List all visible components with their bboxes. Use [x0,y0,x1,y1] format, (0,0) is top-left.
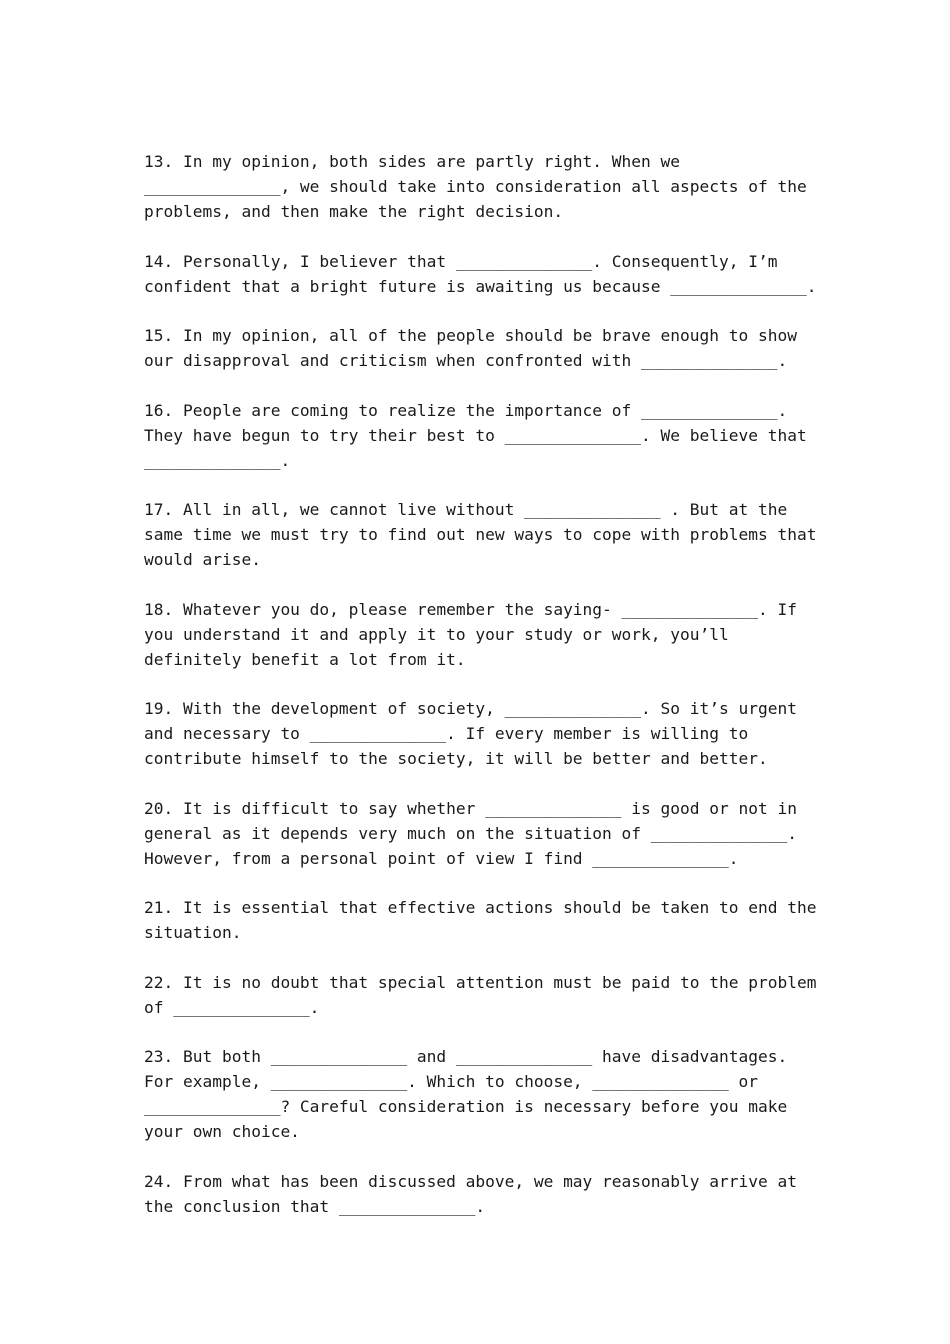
sentence-line: 15. In my opinion, all of the people should be brave enough to show [144,326,797,345]
sentence-item-23 [144,1044,808,1144]
sentence-line: contribute himself to the society, it will be better and better. [144,749,768,768]
sentence-line: problems, and then make the right decision. [144,202,564,221]
sentence-line: 22. It is no doubt that special attention must be paid to the problem [144,972,817,992]
sentence-item-22 [144,970,817,1020]
sentence-line: our disapproval and criticism when confronted with ______________. [144,351,788,370]
sentence-item-21 [144,895,817,945]
sentence-line: definitely benefit a lot from it. [144,649,466,669]
sentence-line: would arise. [144,550,261,569]
sentence-line: 18. Whatever you do, please remember the saying- ______________. If [144,599,797,619]
sentence-line: general as it depends very much on the situation of ______________. [144,823,797,843]
sentence-line: 24. From what has been discussed above, we may reasonably arrive at [144,1171,797,1191]
sentence-item-15 [144,323,808,373]
sentence-line: your own choice. [144,1122,300,1141]
sentence-line: 19. With the development of society, ______________. So it’s urgent [144,699,797,718]
sentence-line: 23. But both ______________ and ______________ have disadvantages. [144,1047,788,1066]
sentence-line: the conclusion that ______________. [144,1196,486,1216]
sentence-line: For example, ______________. Which to choose, ______________ or [144,1072,758,1091]
sentence-line: 17. All in all, we cannot live without ______________ . But at the [144,500,788,519]
document-page [144,149,817,1243]
sentence-line: They have begun to try their best to ______________. We believe that [144,425,807,445]
sentence-item-18 [144,597,808,672]
sentence-line: 14. Personally, I believer that ______________. Consequently, I’m [144,251,778,271]
sentence-item-20 [144,796,808,871]
sentence-item-16 [144,398,808,473]
sentence-line: you understand it and apply it to your study or work, you’ll [144,624,729,644]
sentence-line: However, from a personal point of view I find ______________. [144,848,739,868]
sentence-item-24 [144,1169,808,1219]
sentence-line: and necessary to ______________. If every member is willing to [144,724,749,743]
sentence-line: 16. People are coming to realize the importance of ______________. [144,400,788,420]
sentence-item-14 [144,249,817,299]
sentence-line: ______________. [144,450,291,470]
sentence-item-19 [144,696,808,771]
sentence-line: situation. [144,923,242,942]
sentence-line: confident that a bright future is awaiting us because ______________. [144,276,817,296]
sentence-line: of ______________. [144,997,320,1017]
sentence-line: 13. In my opinion, both sides are partly right. When we [144,152,681,171]
sentence-line: 20. It is difficult to say whether ______________ is good or not in [144,798,797,818]
sentence-line: ______________? Careful consideration is necessary before you make [144,1097,788,1116]
sentence-line: same time we must try to find out new ways to cope with problems that [144,525,817,544]
sentence-line: 21. It is essential that effective actions should be taken to end the [144,898,817,917]
sentence-line: ______________, we should take into consideration all aspects of the [144,177,807,196]
sentence-item-13 [144,149,808,224]
sentence-item-17 [144,497,817,572]
